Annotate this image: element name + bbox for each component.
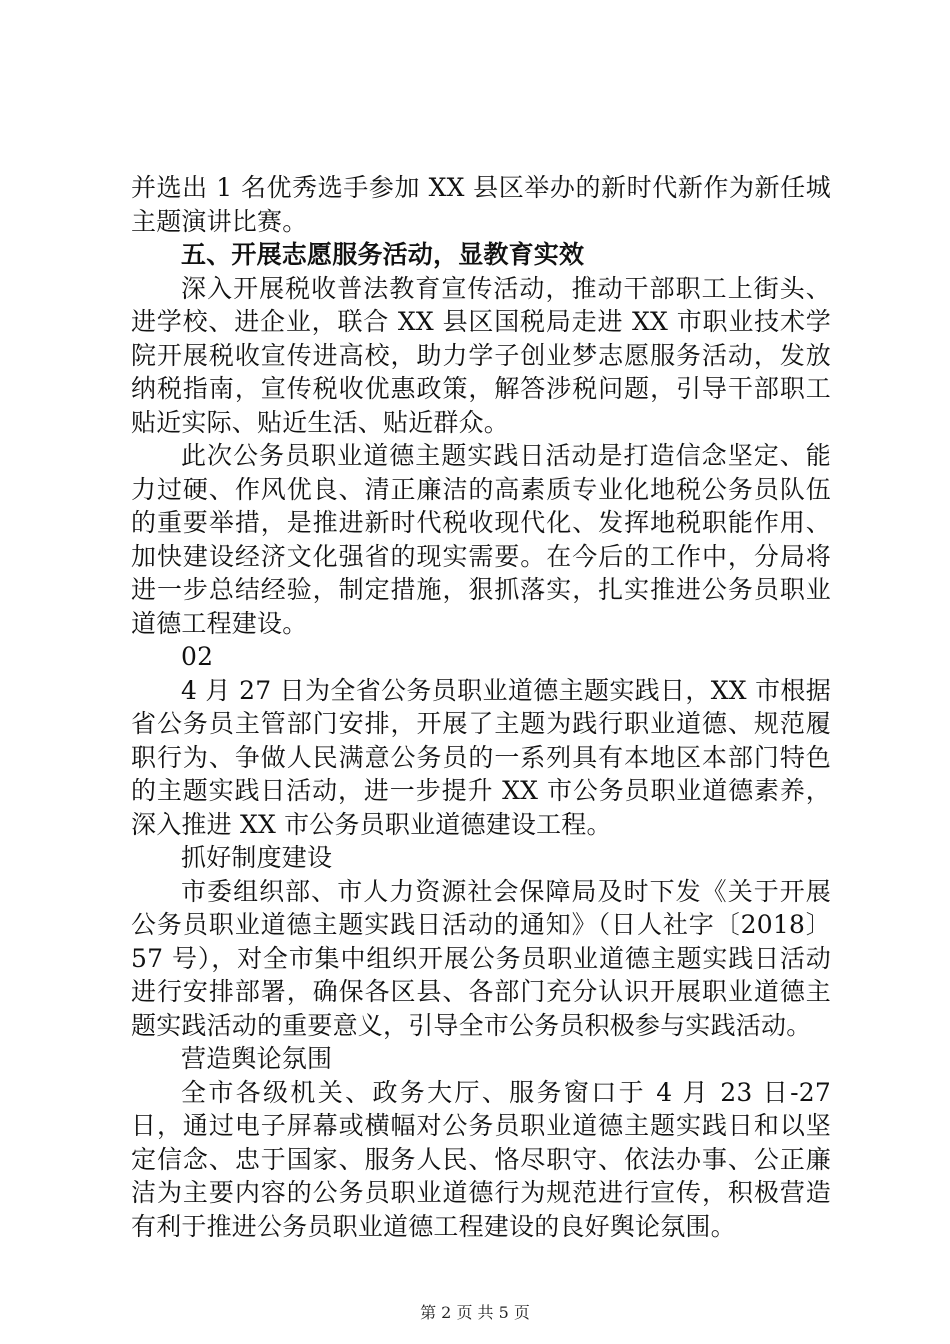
paragraph-continuation: 并选出 1 名优秀选手参加 XX 县区举办的新时代新作为新任城主题演讲比赛。 bbox=[131, 173, 831, 236]
document-body bbox=[131, 171, 831, 1243]
paragraph: 4 月 27 日为全省公务员职业道德主题实践日，XX 市根据省公务员主管部门安排，开展了主题为践行职业道德、规范履职行为、争做人民满意公务员的一系列具有本地区本部门特色的主题实践日活动，进一步提升 XX 市公务员职业道德素养，深入推进 XX 市公务员职业道德建设工程。 bbox=[131, 675, 831, 839]
paragraph: 全市各级机关、政务大厅、服务窗口于 4 月 23 日-27 日，通过电子屏幕或横幅对公务员职业道德主题实践日和以坚定信念、忠于国家、服务人民、恪尽职守、依法办事、公正廉洁为主要内容的公务员职业道德行为规范进行宣传，积极营造有利于推进公务员职业道德工程建设的良好舆论氛围。 bbox=[131, 1077, 831, 1241]
paragraph: 深入开展税收普法教育宣传活动，推动干部职工上街头、进学校、进企业，联合 XX 县区国税局走进 XX 市职业技术学院开展税收宣传进高校，助力学子创业梦志愿服务活动，发放纳税指南，宣传税收优惠政策，解答涉税问题，引导干部职工贴近实际、贴近生活、贴近群众。 bbox=[131, 273, 831, 437]
section-number: 02 bbox=[181, 642, 214, 671]
paragraph: 此次公务员职业道德主题实践日活动是打造信念坚定、能力过硬、作风优良、清正廉洁的高素质专业化地税公务员队伍的重要举措，是推进新时代税收现代化、发挥地税职能作用、加快建设经济文化强省的现实需要。在今后的工作中，分局将进一步总结经验，制定措施，狠抓落实，扎实推进公务员职业道德工程建设。 bbox=[131, 441, 831, 638]
page-number-footer: 第 2 页 共 5 页 bbox=[420, 1303, 530, 1322]
subheading: 营造舆论氛围 bbox=[181, 1044, 333, 1073]
subheading: 抓好制度建设 bbox=[181, 843, 333, 872]
section-heading: 五、开展志愿服务活动，显教育实效 bbox=[181, 240, 585, 269]
paragraph: 市委组织部、市人力资源社会保障局及时下发《关于开展公务员职业道德主题实践日活动的通知》（日人社字〔2018〕57 号），对全市集中组织开展公务员职业道德主题实践日活动进行安排部署，确保各区县、各部门充分认识开展职业道德主题实践活动的重要意义，引导全市公务员积极参与实践活动。 bbox=[131, 876, 831, 1040]
